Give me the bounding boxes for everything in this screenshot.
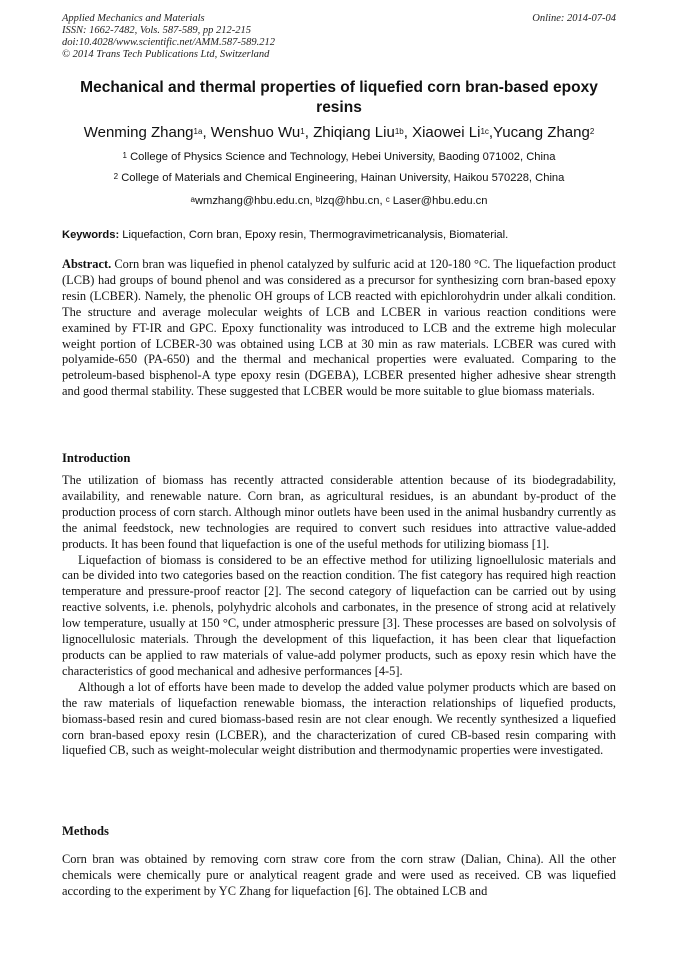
abstract-label: Abstract.: [62, 257, 112, 271]
section-heading-methods: Methods: [62, 824, 109, 838]
keywords-text: Liquefaction, Corn bran, Epoxy resin, Thermogravimetricanalysis, Biomaterial.: [119, 229, 509, 241]
keywords: [62, 228, 616, 242]
keywords-label: Keywords:: [62, 229, 120, 241]
journal-issn: ISSN: 1662-7482, Vols. 587-589, pp 212-215: [62, 25, 251, 36]
affiliation-1: $^1$ College of Physics Science and Technology, Hebei University, Baoding 071002, China: [122, 151, 556, 163]
paragraph: The utilization of biomass has recently attracted considerable attention because of its biodegradability, availability, and renewable nature. Corn bran, as agricultural residues, is an abundant by-product of the production process of corn starch. Although minor outlets have been used in the animal husbandry currently as the animal feedstock, new technologies are required to convert such residues into attractive value-added products. It has been found that liquefaction is one of the useful methods for utilizing biomass [1].: [62, 473, 616, 551]
author-emails: $^a$wmzhang@hbu.edu.cn, $^b$lzq@hbu.cn, $^c$ Laser@hbu.edu.cn: [190, 195, 488, 207]
email-link[interactable]: lzq@hbu.cn,: [320, 195, 386, 207]
journal-name: Applied Mechanics and Materials: [62, 13, 205, 24]
journal-header: [62, 13, 616, 61]
journal-doi: doi:10.4028/www.scientific.net/AMM.587-589.212: [62, 37, 275, 48]
email-link[interactable]: wmzhang@hbu.edu.cn,: [194, 195, 316, 207]
author: Zhiqiang Liu$^{1b}$,: [313, 124, 413, 141]
paper-title: Mechanical and thermal properties of liquefied corn bran-based epoxy resins: [80, 79, 598, 116]
author: Wenshuo Wu$^1$,: [210, 124, 314, 141]
paragraph: Liquefaction of biomass is considered to be an effective method for utilizing lignoellulosic materials and can be divided into two categories based on the reaction condition. The fist category has required high reaction temperature and pressure-proof reactor [2]. The second category of liquefaction can be carried out by using reactive solvents, i.e. phenols, polyhydric alcohols and carbonates, in the presence of strong acid at relatively low temperature, usually at 150 °C, under atmospheric pressure [3]. These processes are based on solvolysis of lignocellulosic materials. Through the development of this liquefaction, it has been clear that liquefaction products can be applied to raw materials of value-add polymer products, such as epoxy resin which have the characteristics of good mechanical and adhesive performances [4-5].: [62, 552, 616, 678]
author: Yucang Zhang$^2$: [493, 124, 595, 141]
paragraph: Corn bran was obtained by removing corn straw core from the corn straw (Dalian, China). All the other chemicals were chemically pure or analytical reagent grade and were used as received. CB was liquefied according to the experiment by YC Zhang for liquefaction [6]. The obtained LCB and: [62, 852, 616, 898]
affiliation-2: $^2$ College of Materials and Chemical Engineering, Hainan University, Haikou 570228, China: [113, 172, 565, 184]
author: Xiaowei $Li^{1c}$,: [412, 124, 494, 141]
author: Wenming Zhang$^{1a}$,: [83, 124, 211, 141]
email-link[interactable]: Laser@hbu.edu.cn: [389, 195, 488, 207]
abstract-text: Corn bran was liquefied in phenol catalyzed by sulfuric acid at 120-180 °C. The liquefaction product (LCB) had groups of bound phenol and was considered as a precursor for synthesizing corn bran-based epoxy resin (LCBER). Namely, the phenolic OH groups of LCB reacted with epichlorohydrin under alkali condition. The structure and average molecular weights of LCB and LCBER in various reaction conditions were examined by FT-IR and GPC. Epoxy functionality was introduced to LCB and the extreme high molecular weight portion of LCBER-30 was obtained using LCB at 30 min as raw materials. LCBER was cured with polyamide-650 (PA-650) and the thermal and mechanical properties were evaluated. Comparing to the petroleum-based bisphenol-A type epoxy resin (DGEBA), LCBER presented higher adhesive shear strength and good thermal stability. These suggested that LCBER would be more suitable to glue biomass materials.: [62, 257, 616, 399]
introduction-body: [62, 473, 616, 759]
paragraph: Although a lot of efforts have been made to develop the added value polymer products which are based on the raw materials of liquefaction renewable biomass, the interaction relationships of liquefied products, biomass-based resin and cured biomass-based resin are not clear enough. We recently synthesized a liquefied corn bran-based epoxy resin (LCBER), and the characterization of cured CB-based resin comparing with liquefied CB, such as weight-molecular weight distribution and thermodynamic properties were investigated.: [62, 679, 616, 758]
section-heading-introduction: Introduction: [62, 451, 131, 465]
journal-copyright: © 2014 Trans Tech Publications Ltd, Switzerland: [62, 49, 270, 60]
author-list: [62, 123, 616, 143]
methods-body: [62, 852, 616, 900]
online-date: Online: 2014-07-04: [532, 13, 616, 24]
abstract: [62, 257, 616, 400]
